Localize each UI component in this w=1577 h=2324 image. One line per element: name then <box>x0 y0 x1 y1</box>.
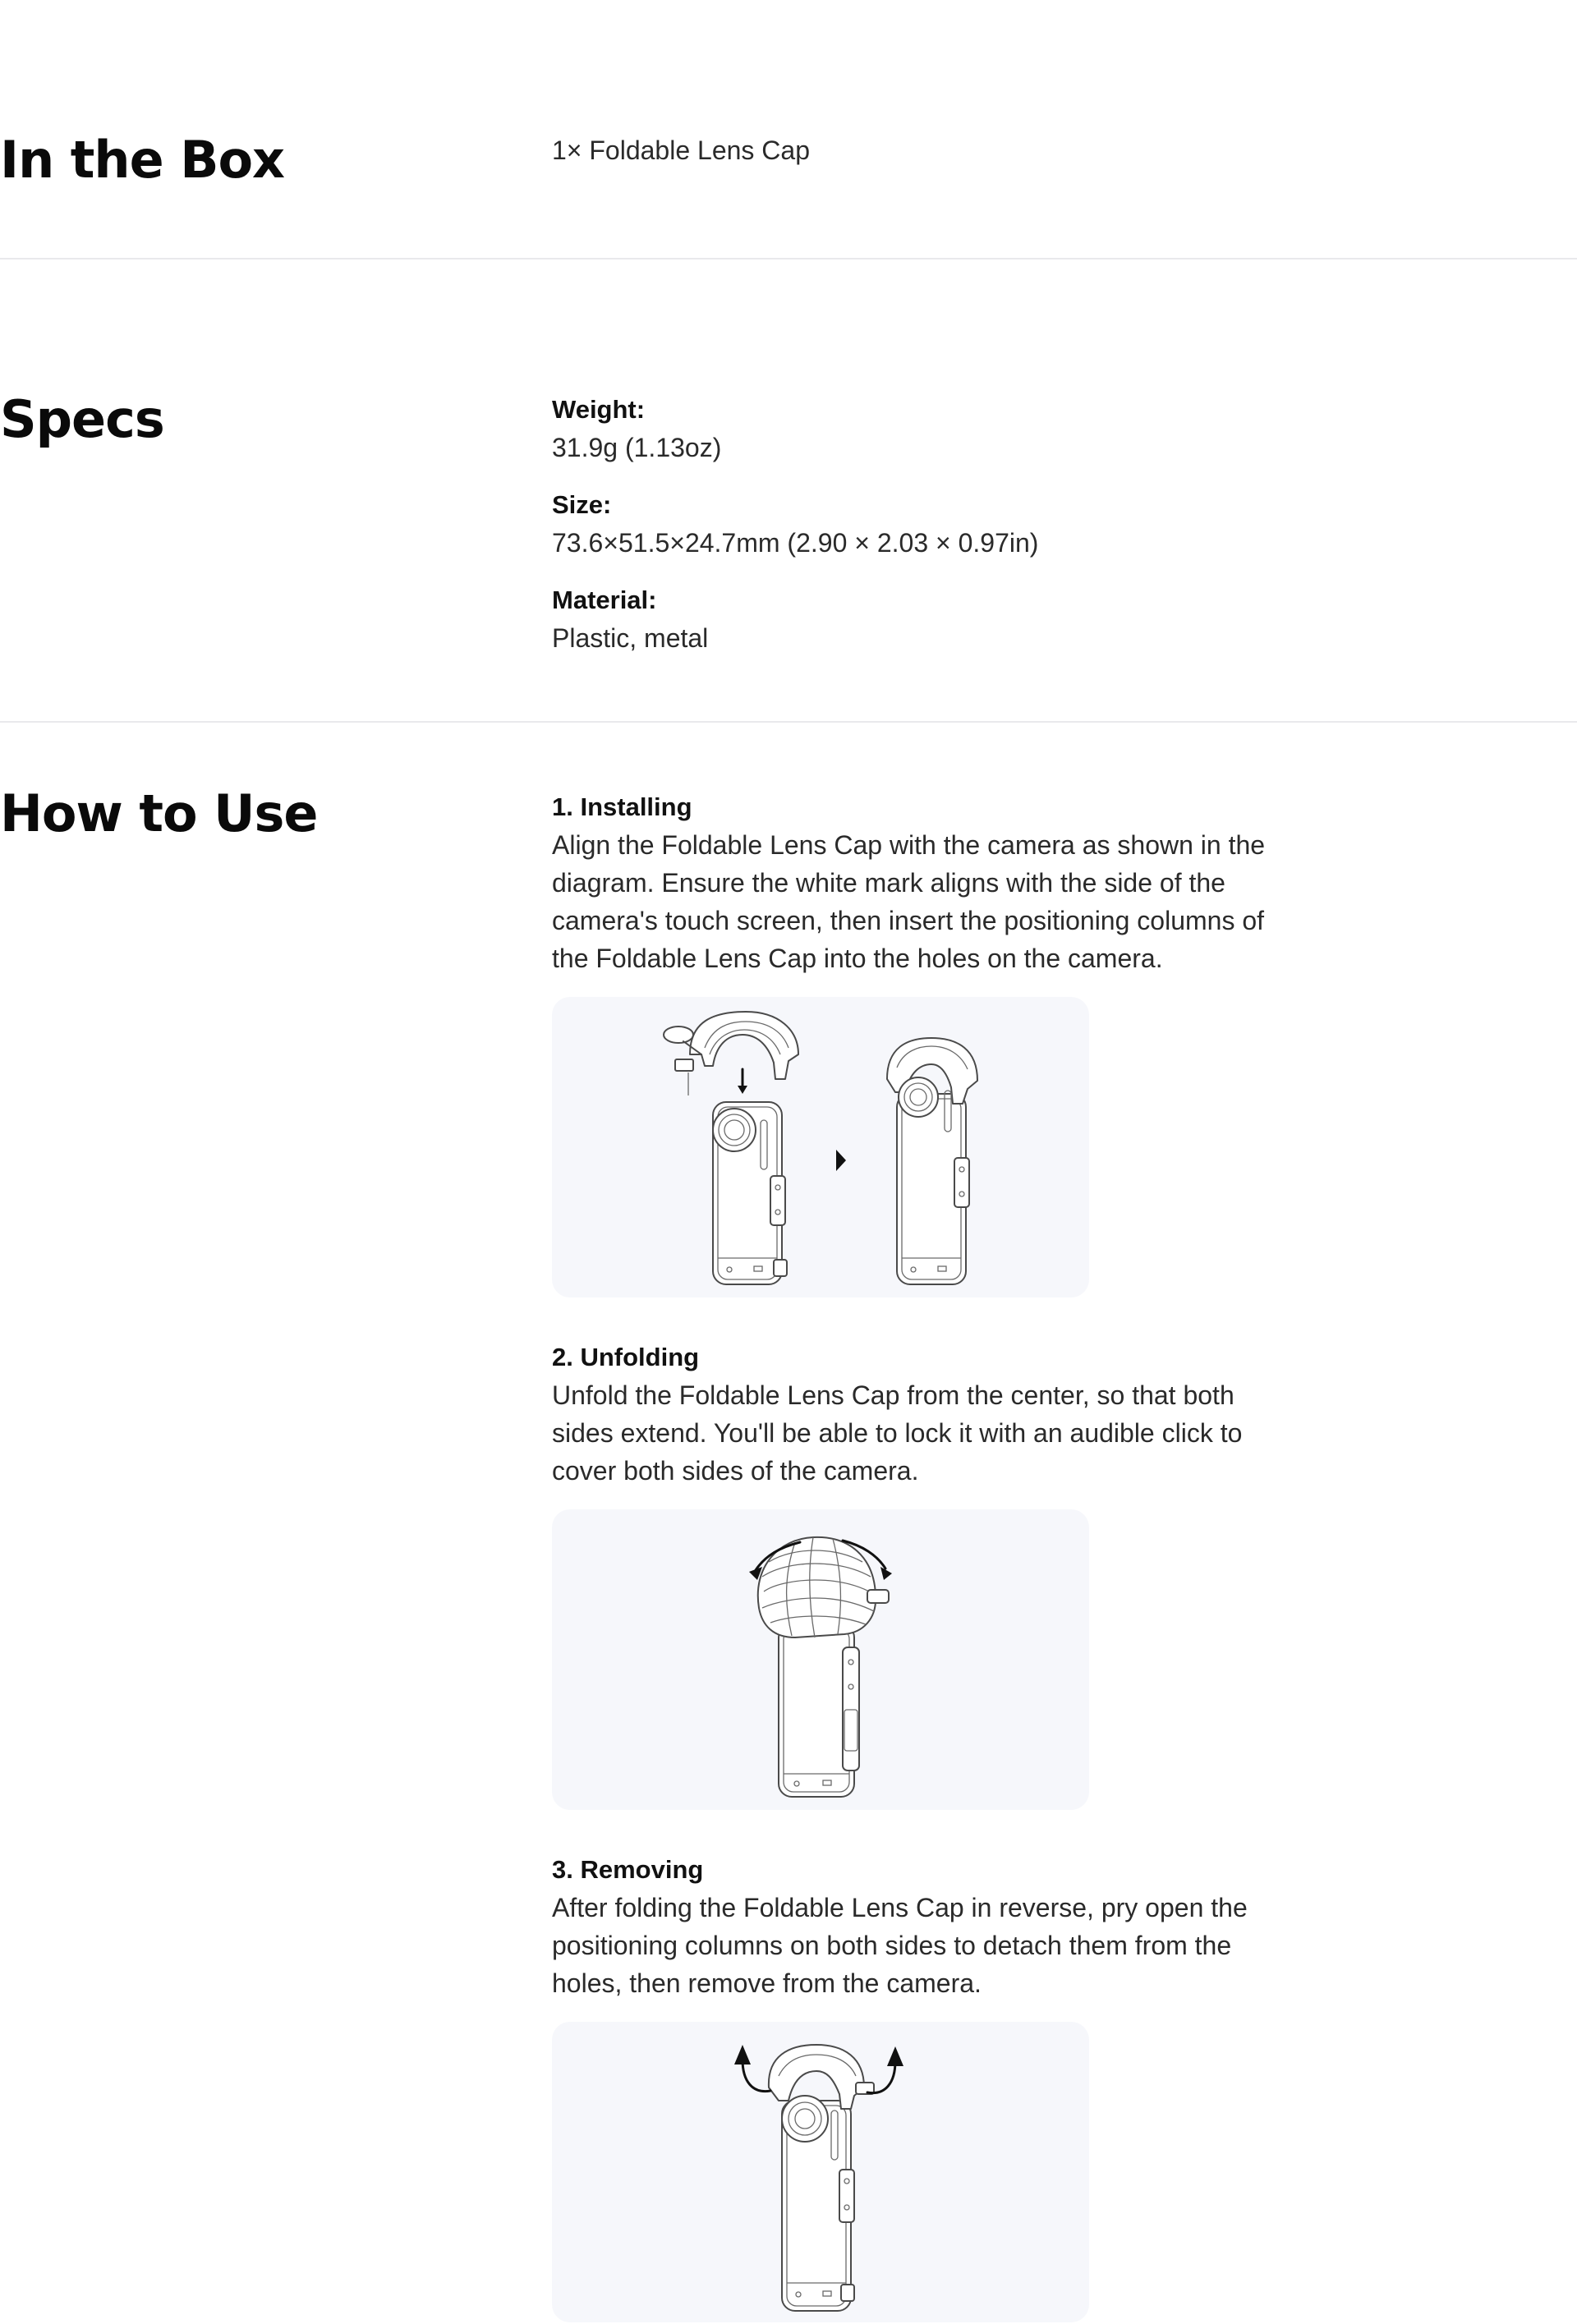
lens-icon <box>713 1109 756 1151</box>
removing-diagram <box>552 2022 1089 2322</box>
spec-value: 73.6×51.5×24.7mm (2.90 × 2.03 × 0.97in) <box>552 528 1039 558</box>
step-installing <box>552 788 1275 977</box>
spec-material <box>552 581 1275 657</box>
unfolding-illustration <box>552 1509 1089 1810</box>
step-description-line: holes, then remove from the camera. <box>552 1968 982 1998</box>
how-to-use-section <box>0 723 1577 2324</box>
spec-value: Plastic, metal <box>552 623 709 653</box>
how-to-use-heading: How to Use <box>0 783 318 843</box>
removing-illustration <box>552 2022 1089 2322</box>
step-description-line: cover both sides of the camera. <box>552 1456 919 1486</box>
step-description <box>552 1889 1275 2002</box>
in-the-box-section <box>0 0 1577 259</box>
step-description-line: diagram. Ensure the white mark aligns with the side of the <box>552 868 1225 898</box>
specs-section <box>0 259 1577 723</box>
next-arrow-icon <box>836 1150 846 1171</box>
step-description <box>552 826 1275 977</box>
step-description-line: positioning columns on both sides to detach them from the <box>552 1931 1232 1960</box>
step-unfolding <box>552 1339 1275 1490</box>
step-title: 1. Installing <box>552 792 692 821</box>
arrow-up-left-icon <box>734 2045 751 2065</box>
in-the-box-item: 1× Foldable Lens Cap <box>552 135 810 165</box>
installing-illustration <box>552 997 1089 1297</box>
spec-size <box>552 486 1275 562</box>
spec-weight <box>552 391 1275 466</box>
step-description-line: camera's touch screen, then insert the positioning columns of <box>552 906 1265 935</box>
in-the-box-list <box>552 131 1275 169</box>
step-description-line: the Foldable Lens Cap into the holes on the camera. <box>552 944 1163 973</box>
step-title: 2. Unfolding <box>552 1343 700 1371</box>
specs-heading: Specs <box>0 389 164 449</box>
spec-label: Weight: <box>552 395 646 424</box>
arrow-up-right-icon <box>887 2046 903 2066</box>
spec-value: 31.9g (1.13oz) <box>552 433 722 462</box>
unfolding-diagram <box>552 1509 1089 1810</box>
step-description-line: Unfold the Foldable Lens Cap from the center, so that both <box>552 1380 1234 1410</box>
spec-label: Material: <box>552 586 657 614</box>
in-the-box-heading: In the Box <box>0 130 285 190</box>
step-description-line: Align the Foldable Lens Cap with the camera as shown in the <box>552 830 1266 860</box>
step-description-line: After folding the Foldable Lens Cap in reverse, pry open the <box>552 1893 1248 1922</box>
step-description-line: sides extend. You'll be able to lock it with an audible click to <box>552 1418 1243 1448</box>
arrow-down-icon <box>738 1086 747 1094</box>
spec-label: Size: <box>552 490 612 519</box>
step-removing <box>552 1851 1275 2002</box>
step-title: 3. Removing <box>552 1855 704 1884</box>
installing-diagram <box>552 997 1089 1297</box>
specs-list <box>552 391 1275 677</box>
step-description <box>552 1376 1275 1490</box>
